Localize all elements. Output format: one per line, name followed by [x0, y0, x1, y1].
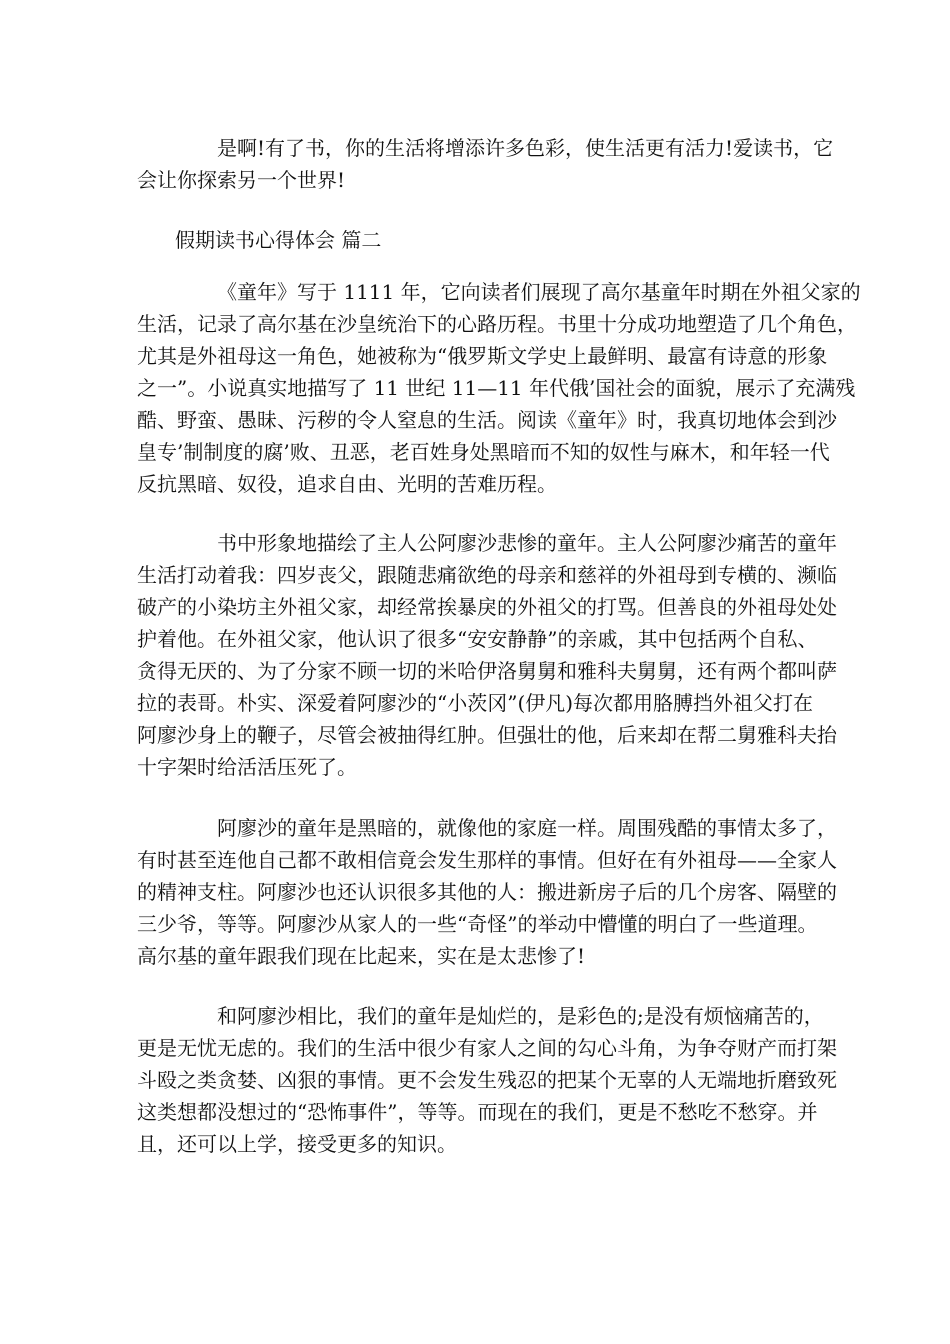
- paragraph-line: 是啊!有了书，你的生活将增添许多色彩，使生活更有活力!爱读书，它: [217, 136, 834, 160]
- paragraph-line: 之一”。小说真实地描写了 11 世纪 11—11 年代俄’国社会的面貌，展示了充满残: [137, 376, 856, 400]
- paragraph-line: 的精神支柱。阿廖沙也还认识很多其他的人：搬进新房子后的几个房客、隔壁的: [137, 880, 837, 904]
- paragraph-line: 这类想都没想过的“恐怖事件”，等等。而现在的我们，更是不愁吃不愁穿。并: [137, 1100, 818, 1124]
- paragraph-line: 且，还可以上学，接受更多的知识。: [137, 1132, 457, 1156]
- paragraph-line: 贪得无厌的、为了分家不顾一切的米哈伊洛舅舅和雅科夫舅舅，还有两个都叫萨: [137, 659, 837, 683]
- paragraph-line: 酷、野蛮、愚昧、污秽的令人窒息的生活。阅读《童年》时，我真切地体会到沙: [137, 408, 837, 432]
- paragraph-line: 护着他。在外祖父家，他认识了很多“安安静静”的亲戚，其中包括两个自私、: [137, 627, 818, 651]
- paragraph-line: 皇专’制制度的腐’败、丑恶，老百姓身处黑暗而不知的奴性与麻木，和年轻一代: [137, 440, 830, 464]
- paragraph-line: 和阿廖沙相比，我们的童年是灿烂的，是彩色的;是没有烦恼痛苦的，: [217, 1004, 824, 1028]
- paragraph-line: 生活打动着我：四岁丧父，跟随悲痛欲绝的母亲和慈祥的外祖母到专横的、濒临: [137, 563, 837, 587]
- paragraph-line: 拉的表哥。朴实、深爱着阿廖沙的“小茨冈”(伊凡)每次都用胳膊挡外祖父打在: [137, 691, 814, 715]
- paragraph-line: 尤其是外祖母这一角色，她被称为“俄罗斯文学史上最鲜明、最富有诗意的形象: [137, 344, 828, 368]
- paragraph-line: 会让你探索另一个世界!: [137, 168, 346, 192]
- paragraph-line: 反抗黑暗、奴役，追求自由、光明的苦难历程。: [137, 472, 557, 496]
- paragraph-3: [137, 527, 837, 783]
- paragraph-line: 生活，记录了高尔基在沙皇统治下的心路历程。书里十分成功地塑造了几个角色，: [137, 312, 857, 336]
- paragraph-line: 阿廖沙的童年是黑暗的，就像他的家庭一样。周围残酷的事情太多了，: [217, 816, 837, 840]
- paragraph-2: [137, 276, 861, 500]
- paragraph-line: 有时甚至连他自己都不敢相信竟会发生那样的事情。但好在有外祖母——全家人: [137, 848, 837, 872]
- paragraph-4: [137, 812, 837, 972]
- paragraph-line: 破产的小染坊主外祖父家，却经常挨暴戾的外祖父的打骂。但善良的外祖母处处: [137, 595, 837, 619]
- paragraph-5: [137, 1000, 837, 1160]
- paragraph-line: 三少爷，等等。阿廖沙从家人的一些“奇怪”的举动中懵懂的明白了一些道理。: [137, 912, 818, 936]
- paragraph-line: 斗殴之类贪婪、凶狠的事情。更不会发生残忍的把某个无辜的人无端地折磨致死: [137, 1068, 837, 1092]
- paragraph-1: [137, 132, 834, 196]
- section-heading: 假期读书心得体会 篇二: [175, 228, 382, 252]
- paragraph-line: 书中形象地描绘了主人公阿廖沙悲惨的童年。主人公阿廖沙痛苦的童年: [217, 531, 837, 555]
- paragraph-line: 《童年》写于 1111 年，它向读者们展现了高尔基童年时期在外祖父家的: [217, 280, 861, 304]
- paragraph-line: 高尔基的童年跟我们现在比起来，实在是太悲惨了!: [137, 944, 586, 968]
- paragraph-line: 阿廖沙身上的鞭子，尽管会被抽得红肿。但强壮的他，后来却在帮二舅雅科夫抬: [137, 723, 837, 747]
- paragraph-line: 十字架时给活活压死了。: [137, 755, 357, 779]
- paragraph-line: 更是无忧无虑的。我们的生活中很少有家人之间的勾心斗角，为争夺财产而打架: [137, 1036, 837, 1060]
